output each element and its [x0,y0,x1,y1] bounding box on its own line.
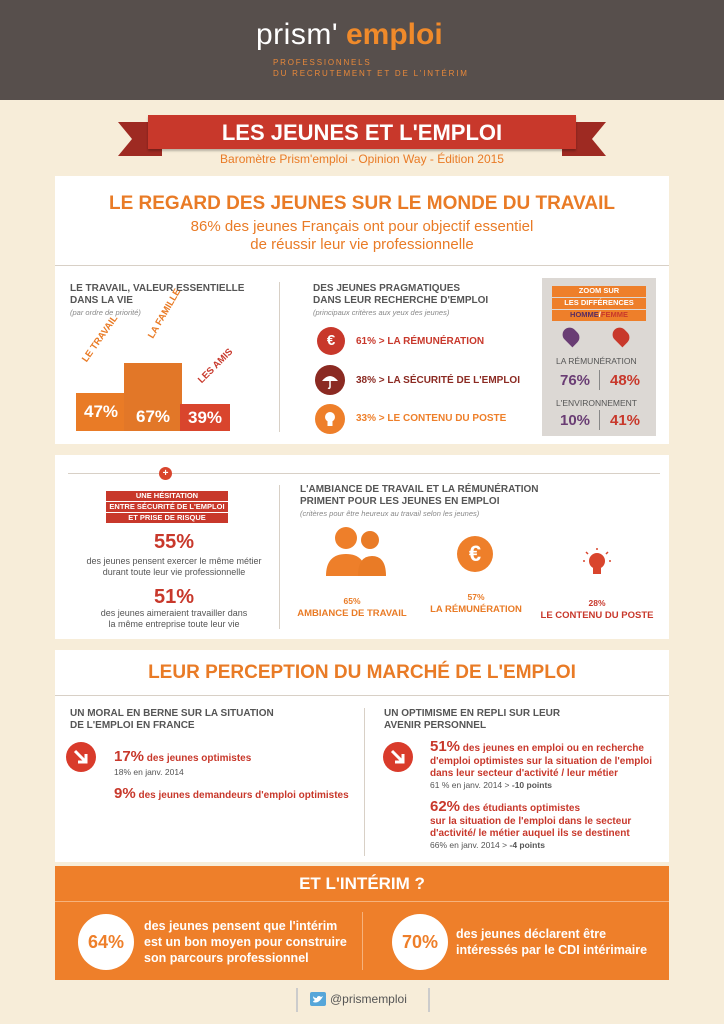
section-lead: de réussir leur vie professionnelle [250,236,474,253]
ambiance-label: AMBIANCE DE TRAVAIL [297,608,407,619]
perception-stat: 9% des jeunes demandeurs d'emploi optimistes [114,785,349,802]
criterion: 33% > LE CONTENU DU POSTE [356,413,507,424]
stat-value: 55% [153,531,195,553]
subheading: UN OPTIMISME EN REPLI SUR LEUR [384,708,561,719]
subheading: UN MORAL EN BERNE SUR LA SITUATION [70,708,274,719]
perception-text: dans leur secteur d'activité / leur métier [430,768,619,779]
zoom-criterion: L'ENVIRONNEMENT [556,398,637,408]
podium-amis [180,404,230,431]
interim-text: son parcours professionnel [144,951,309,965]
perception-text: sur la situation de l'emploi dans le secteur [430,816,632,827]
stat-femme: 41% [610,412,641,429]
podium-label: LE TRAVAIL [80,313,121,365]
divider [55,695,669,696]
perception-note: 18% en janv. 2014 [114,767,184,777]
subheading: DANS LEUR RECHERCHE D'EMPLOI [313,295,489,306]
podium-label: LES AMIS [196,346,236,386]
section-lead: 86% des jeunes Français ont pour objectif essentiel [190,218,534,235]
stat-value: 51% [153,586,195,608]
subheading: DANS LA VIE [70,295,133,306]
stat-circle: 64% [78,914,134,970]
stat-homme: 10% [560,412,591,429]
stat-text: des jeunes aimeraient travailler dans [100,608,248,618]
twitter-handle[interactable]: @prismemploi [330,992,407,1006]
hesitation-tag: ET PRISE DE RISQUE [106,513,228,523]
subheading: AVENIR PERSONNEL [384,720,487,731]
logo-tagline: PROFESSIONNELS [273,58,372,67]
subheading: DE L'EMPLOI EN FRANCE [70,720,195,731]
zoom-label: ZOOM SUR [552,286,646,297]
umbrella-icon [315,365,345,395]
interim-text: des jeunes déclarent être [456,927,607,941]
perception-stat: 51% des jeunes en emploi ou en recherche [430,738,644,755]
stat-circle: 70% [392,914,448,970]
subheading: L'AMBIANCE DE TRAVAIL ET LA RÉMUNÉRATION [300,484,539,495]
interim-text: intéressés par le CDI intérimaire [456,943,648,957]
arrow-down-icon [383,742,413,772]
euro-icon: € [457,536,493,572]
divider [599,410,600,430]
note: (critères pour être heureux au travail selon les jeunes) [300,509,480,518]
section-title: LEUR PERCEPTION DU MARCHÉ DE L'EMPLOI [148,662,576,683]
zoom-gender-label: HOMME/FEMME [552,310,646,321]
lightbulb-icon [315,404,345,434]
stat-homme: 76% [560,372,591,389]
divider [362,912,363,970]
zoom-label: LES DIFFÉRENCES [552,298,646,309]
subheading: PRIMENT POUR LES JEUNES EN EMPLOI [300,496,500,507]
twitter-icon[interactable] [310,992,326,1006]
perception-note: 66% en janv. 2014 > -4 points [430,840,545,850]
note: (principaux critères aux yeux des jeunes) [313,308,450,317]
divider [68,473,660,474]
page-subtitle: Baromètre Prism'emploi - Opinion Way - Édition 2015 [220,152,504,166]
plus-icon: + [159,467,172,480]
podium-label: LA FAMILLE [146,286,184,341]
perception-stat: 62% des étudiants optimistes [430,798,581,815]
subheading: LE TRAVAIL, VALEUR ESSENTIELLE [70,283,245,294]
zoom-criterion: LA RÉMUNÉRATION [556,356,637,366]
divider [364,708,365,856]
divider [55,901,669,902]
ambiance-pct: 65% [343,596,361,606]
interim-text: des jeunes pensent que l'intérim [144,919,338,933]
interim-text: est un bon moyen pour construire [144,935,347,949]
podium-value: 39% [187,408,223,427]
arrow-down-icon [66,742,96,772]
section-title: ET L'INTÉRIM ? [299,874,425,893]
criterion: 61% > LA RÉMUNÉRATION [356,336,485,347]
perception-text: d'activité/ le métier auquel ils se destinent [430,828,630,839]
ambiance-label: LE CONTENU DU POSTE [540,610,654,621]
stat-femme: 48% [610,372,641,389]
note: (par ordre de priorité) [70,308,141,317]
lightbulb-icon [582,546,612,580]
stat-text: durant toute leur vie professionnelle [102,567,246,577]
podium-travail [76,393,126,431]
people-icon [324,524,388,580]
section-title: LE REGARD DES JEUNES SUR LE MONDE DU TRAVAIL [108,193,615,214]
podium-value: 47% [83,402,119,421]
logo-emploi: emploi [346,18,443,51]
hesitation-tag: ENTRE SÉCURITÉ DE L'EMPLOI [106,502,228,512]
hesitation-tag: UNE HÉSITATION [106,491,228,501]
ambiance-pct: 28% [588,598,606,608]
perception-note: 61 % en janv. 2014 > -10 points [430,780,553,790]
divider [279,282,280,432]
podium-value: 67% [135,407,171,426]
podium-famille [124,363,182,431]
page-title: LES JEUNES ET L'EMPLOI [221,120,503,145]
subheading: DES JEUNES PRAGMATIQUES [313,283,461,294]
logo-prism: prism' [256,18,339,51]
divider [55,265,669,266]
ambiance-pct: 57% [467,592,485,602]
stat-text: la même entreprise toute leur vie [108,619,240,629]
perception-stat: 17% des jeunes optimistes [114,748,252,765]
logo-tagline: DU RECRUTEMENT ET DE L'INTÉRIM [273,69,469,78]
ambiance-label: LA RÉMUNÉRATION [430,604,522,615]
euro-icon: € [317,327,345,355]
stat-text: des jeunes pensent exercer le même métier [86,556,262,566]
perception-text: d'emploi optimistes sur la situation de l'emploi [430,756,653,767]
divider [599,370,600,390]
criterion: 38% > LA SÉCURITÉ DE L'EMPLOI [356,375,520,386]
